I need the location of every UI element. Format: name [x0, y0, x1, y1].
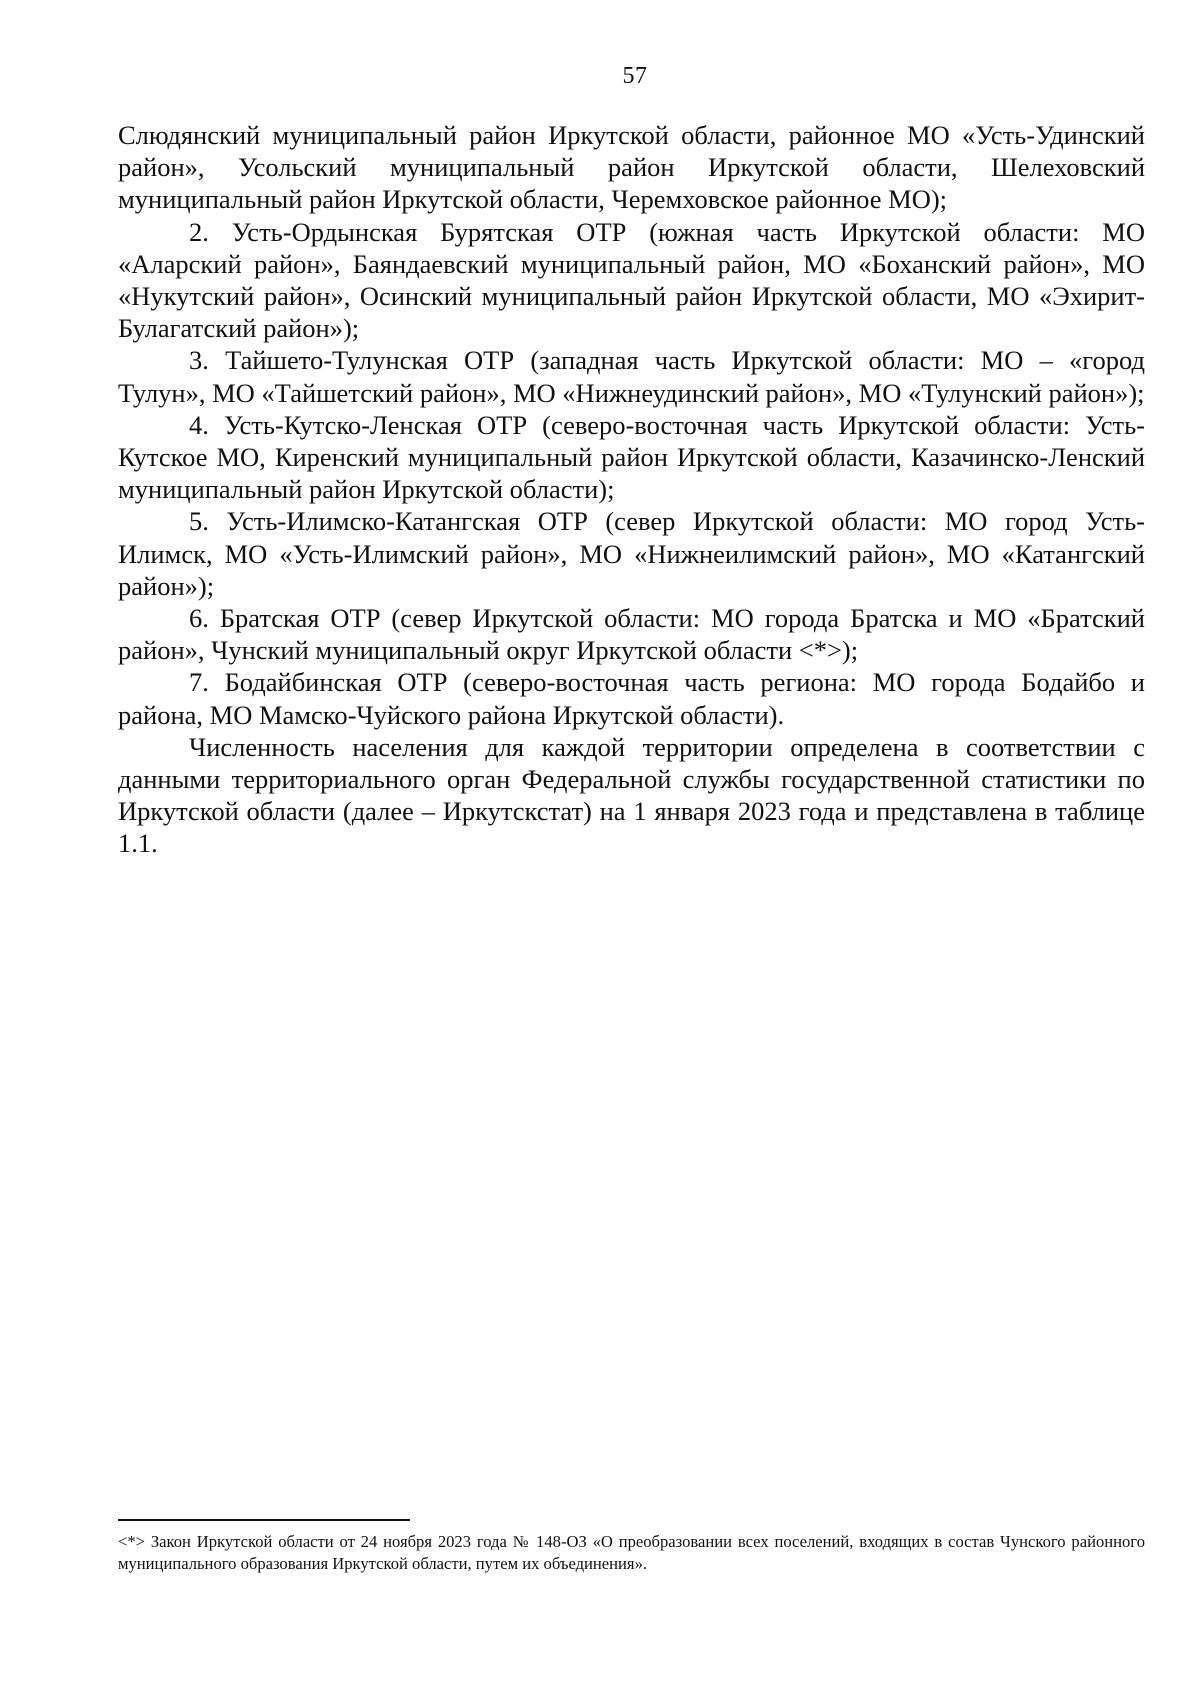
footnote-text: <*> Закон Иркутской области от 24 ноября 2023 года № 148-ОЗ «О преобразовании всех поселений, входящих в состав Чунского районного муниципального образования Иркутской области, путем их объединения».	[118, 1532, 1145, 1573]
paragraph-item-5: 5. Усть-Илимско-Катангская ОТР (север Иркутской области: МО город Усть-Илимск, МО «Усть-Илимский район», МО «Нижнеилимский район», МО «Катангский район»);	[118, 506, 1145, 601]
paragraph-item-4: 4. Усть-Кутско-Ленская ОТР (северо-восточная часть Иркутской области: Усть-Кутское МО, Киренский муниципальный район Иркутской области, Казачинско-Ленский муниципальный район Иркутской области);	[118, 409, 1145, 505]
paragraph-item-3: 3. Тайшето-Тулунская ОТР (западная часть Иркутской области: МО – «город Тулун», МО «Тайшетский район», МО «Нижнеудинский район», МО «Тулунский район»);	[118, 345, 1145, 408]
paragraph-item-7: 7. Бодайбинская ОТР (северо-восточная часть региона: МО города Бодайбо и района, МО Мамско-Чуйского района Иркутской области).	[118, 667, 1145, 730]
paragraph-item-2: 2. Усть-Ордынская Бурятская ОТР (южная часть Иркутской области: МО «Аларский район», Баяндаевский муниципальный район, МО «Боханский район», МО «Нукутский район», Осинский муниципальный район Иркутской области, МО «Эхирит-Булагатский район»);	[118, 216, 1145, 344]
footnote-divider	[118, 1519, 410, 1521]
paragraph-continuation: Слюдянский муниципальный район Иркутской области, районное МО «Усть-Удинский район», Усольский муниципальный район Иркутской области, Шелеховский муниципальный район Иркутской области, Черемховское районное МО);	[118, 120, 1145, 215]
page-number: 57	[622, 63, 648, 89]
paragraph-item-6: 6. Братская ОТР (север Иркутской области: МО города Братска и МО «Братский район», Чунский муниципальный округ Иркутской области <*>);	[118, 603, 1145, 666]
paragraph-population: Численность населения для каждой территории определена в соответствии с данными территориального орган Федеральной службы государственной статистики по Иркутской области (далее – Иркутскстат) на 1 января 2023 года и представлена в таблице 1.1.	[118, 731, 1145, 859]
body-text	[118, 119, 1145, 860]
